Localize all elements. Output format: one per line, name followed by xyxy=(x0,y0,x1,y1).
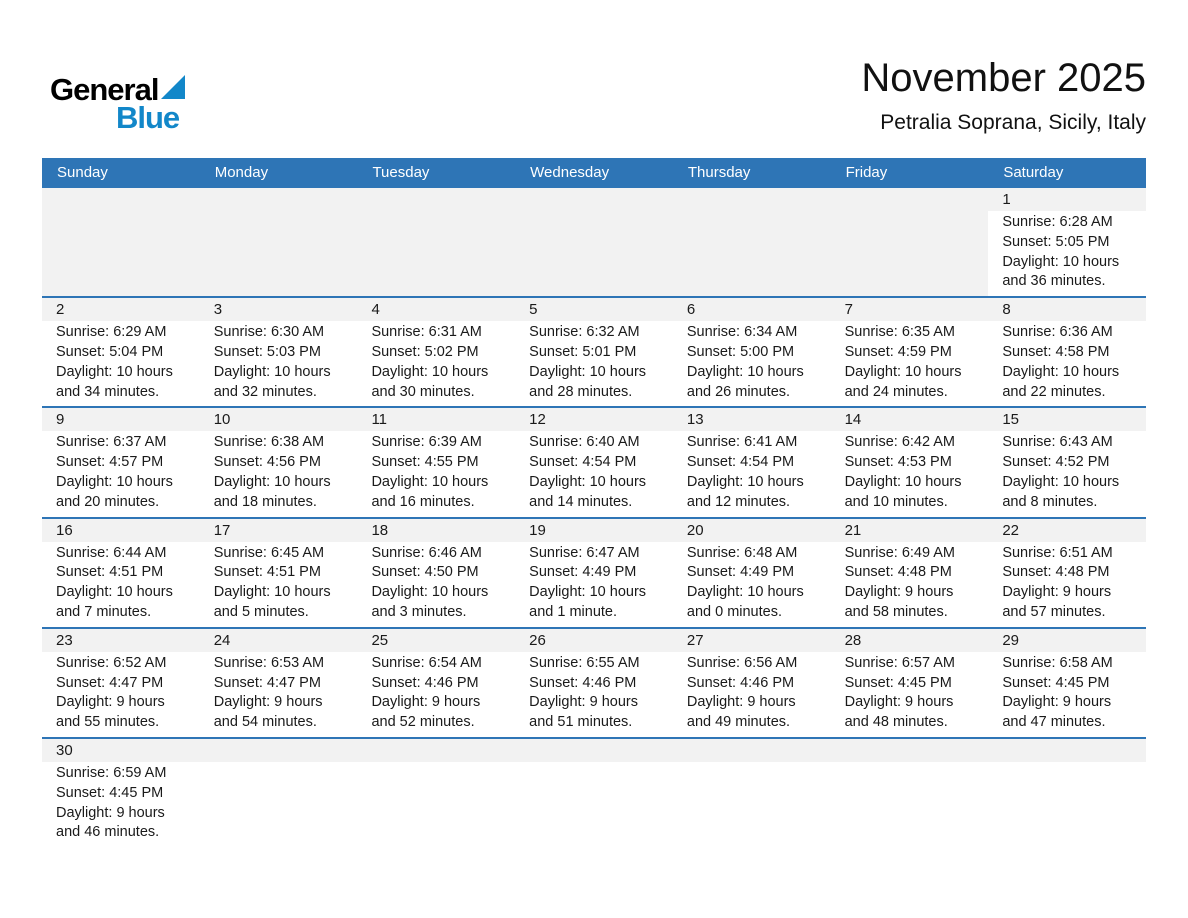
day-number: 19 xyxy=(515,519,673,542)
daylight-minutes-text: and 18 minutes. xyxy=(213,493,317,510)
sunrise-text: Sunrise: 6:37 AM xyxy=(56,434,167,451)
day-cell-body xyxy=(357,431,515,516)
sunrise-text: Sunrise: 6:32 AM xyxy=(529,324,640,341)
sunset-text: Sunset: 4:54 PM xyxy=(686,454,795,471)
day-cell-body xyxy=(42,762,200,861)
sunset-text: Sunset: 4:51 PM xyxy=(213,564,321,581)
daylight-hours-text: Daylight: 10 hours xyxy=(56,363,173,380)
day-number: 15 xyxy=(988,408,1146,431)
week-row-6 xyxy=(42,737,1146,861)
day-number: 16 xyxy=(42,519,200,542)
day-number: 11 xyxy=(357,408,515,431)
day-cell-body xyxy=(357,652,515,737)
sunset-text: Sunset: 4:49 PM xyxy=(529,564,637,581)
day-cell-body xyxy=(515,321,673,406)
daylight-hours-text: Daylight: 9 hours xyxy=(844,694,954,711)
empty-cell xyxy=(357,188,515,296)
day-number: 23 xyxy=(42,629,200,652)
sunset-text: Sunset: 4:47 PM xyxy=(56,674,164,691)
empty-number-strip xyxy=(357,188,515,211)
empty-cell-body xyxy=(673,211,831,296)
daylight-hours-text: Daylight: 10 hours xyxy=(1002,363,1120,380)
sunset-text: Sunset: 4:54 PM xyxy=(529,454,637,471)
blank-number-strip xyxy=(831,739,989,762)
weekday-header-thursday: Thursday xyxy=(687,164,751,181)
day-cell-9 xyxy=(42,408,200,516)
day-number: 3 xyxy=(200,298,358,321)
sunset-text: Sunset: 4:50 PM xyxy=(371,564,479,581)
daylight-minutes-text: and 28 minutes. xyxy=(529,383,633,400)
blank-number-strip xyxy=(357,739,515,762)
sunrise-text: Sunrise: 6:45 AM xyxy=(213,544,325,561)
day-cell-16 xyxy=(42,519,200,627)
daylight-minutes-text: and 1 minute. xyxy=(529,603,618,620)
day-cell-body xyxy=(200,321,358,406)
day-cell-body xyxy=(988,652,1146,737)
day-cell-body xyxy=(831,652,989,737)
empty-cell-body xyxy=(42,211,200,296)
sunset-text: Sunset: 5:05 PM xyxy=(1002,233,1110,250)
daylight-minutes-text: and 3 minutes. xyxy=(371,603,467,620)
day-number: 8 xyxy=(988,298,1146,321)
empty-number-strip xyxy=(515,188,673,211)
daylight-hours-text: Daylight: 10 hours xyxy=(371,473,489,490)
day-cell-26 xyxy=(515,629,673,737)
day-cell-body xyxy=(673,542,831,627)
daylight-hours-text: Daylight: 10 hours xyxy=(56,584,173,601)
sunrise-text: Sunrise: 6:34 AM xyxy=(686,324,798,341)
blank-cell-body xyxy=(831,762,989,861)
empty-cell-body xyxy=(515,211,673,296)
sunrise-text: Sunrise: 6:41 AM xyxy=(686,434,798,451)
sunrise-text: Sunrise: 6:28 AM xyxy=(1002,214,1113,230)
empty-cell xyxy=(515,188,673,296)
week-row-5 xyxy=(42,627,1146,737)
daylight-hours-text: Daylight: 10 hours xyxy=(844,363,962,380)
week-row-4 xyxy=(42,517,1146,627)
daylight-minutes-text: and 49 minutes. xyxy=(686,714,791,731)
day-cell-body xyxy=(673,321,831,406)
blank-number-strip xyxy=(988,739,1146,762)
daylight-hours-text: Daylight: 9 hours xyxy=(686,694,796,711)
daylight-hours-text: Daylight: 10 hours xyxy=(213,584,331,601)
day-cell-19 xyxy=(515,519,673,627)
daylight-hours-text: Daylight: 10 hours xyxy=(213,363,331,380)
day-cell-21 xyxy=(831,519,989,627)
sunrise-text: Sunrise: 6:52 AM xyxy=(56,654,167,671)
empty-number-strip xyxy=(673,188,831,211)
daylight-minutes-text: and 16 minutes. xyxy=(371,493,475,510)
day-number: 21 xyxy=(831,519,989,542)
daylight-hours-text: Daylight: 10 hours xyxy=(529,363,647,380)
day-cell-20 xyxy=(673,519,831,627)
daylight-minutes-text: and 22 minutes. xyxy=(1002,383,1106,400)
daylight-minutes-text: and 30 minutes. xyxy=(371,383,475,400)
daylight-minutes-text: and 24 minutes. xyxy=(844,383,948,400)
day-cell-body xyxy=(200,542,358,627)
empty-number-strip xyxy=(42,188,200,211)
day-cell-7 xyxy=(831,298,989,406)
day-cell-22 xyxy=(988,519,1146,627)
day-cell-body xyxy=(988,211,1146,296)
day-number: 6 xyxy=(673,298,831,321)
daylight-minutes-text: and 46 minutes. xyxy=(56,824,160,841)
daylight-hours-text: Daylight: 9 hours xyxy=(1002,584,1112,601)
day-cell-3 xyxy=(200,298,358,406)
day-number: 27 xyxy=(673,629,831,652)
blank-cell-body xyxy=(200,762,358,861)
day-number: 12 xyxy=(515,408,673,431)
sunrise-text: Sunrise: 6:30 AM xyxy=(213,324,325,341)
empty-cell-body xyxy=(357,211,515,296)
day-cell-body xyxy=(357,321,515,406)
daylight-hours-text: Daylight: 10 hours xyxy=(371,363,489,380)
daylight-hours-text: Daylight: 10 hours xyxy=(844,473,962,490)
day-number: 5 xyxy=(515,298,673,321)
daylight-minutes-text: and 36 minutes. xyxy=(1002,273,1106,290)
daylight-hours-text: Daylight: 9 hours xyxy=(56,694,165,711)
logo-blue-text: Blue xyxy=(116,100,180,135)
daylight-hours-text: Daylight: 10 hours xyxy=(529,473,647,490)
sunrise-text: Sunrise: 6:59 AM xyxy=(56,764,167,781)
empty-cell xyxy=(673,188,831,296)
day-cell-body xyxy=(831,431,989,516)
day-cell-body xyxy=(42,431,200,516)
page-subtitle: Petralia Soprana, Sicily, Italy xyxy=(880,111,1146,134)
blank-cell xyxy=(673,739,831,861)
sunrise-text: Sunrise: 6:46 AM xyxy=(371,544,482,561)
day-number: 22 xyxy=(988,519,1146,542)
day-number: 18 xyxy=(357,519,515,542)
weekday-header-sunday: Sunday xyxy=(57,164,108,181)
sunset-text: Sunset: 5:03 PM xyxy=(213,343,321,360)
day-number: 1 xyxy=(988,188,1146,211)
daylight-minutes-text: and 5 minutes. xyxy=(213,603,309,620)
day-cell-12 xyxy=(515,408,673,516)
sunrise-text: Sunrise: 6:42 AM xyxy=(844,434,956,451)
sunset-text: Sunset: 4:58 PM xyxy=(1002,343,1110,360)
calendar-weeks xyxy=(42,188,1146,861)
sunset-text: Sunset: 4:45 PM xyxy=(844,674,952,691)
weekday-header-friday: Friday xyxy=(845,164,888,181)
logo-general-text: General xyxy=(50,72,159,107)
day-cell-body xyxy=(515,431,673,516)
daylight-minutes-text: and 7 minutes. xyxy=(56,603,152,620)
day-cell-body xyxy=(988,542,1146,627)
day-cell-30 xyxy=(42,739,200,861)
daylight-minutes-text: and 12 minutes. xyxy=(686,493,791,510)
sunrise-text: Sunrise: 6:49 AM xyxy=(844,544,956,561)
daylight-minutes-text: and 51 minutes. xyxy=(529,714,633,731)
day-number: 28 xyxy=(831,629,989,652)
daylight-minutes-text: and 8 minutes. xyxy=(1002,493,1098,510)
weekday-header-saturday: Saturday xyxy=(1003,164,1064,181)
sunset-text: Sunset: 4:53 PM xyxy=(844,454,952,471)
day-cell-body xyxy=(988,431,1146,516)
day-cell-body xyxy=(515,652,673,737)
sunset-text: Sunset: 5:01 PM xyxy=(529,343,637,360)
blank-cell-body xyxy=(515,762,673,861)
day-number: 25 xyxy=(357,629,515,652)
week-row-1 xyxy=(42,188,1146,296)
day-number: 7 xyxy=(831,298,989,321)
day-cell-18 xyxy=(357,519,515,627)
day-cell-body xyxy=(42,321,200,406)
day-cell-29 xyxy=(988,629,1146,737)
day-cell-6 xyxy=(673,298,831,406)
day-number: 10 xyxy=(200,408,358,431)
daylight-minutes-text: and 57 minutes. xyxy=(1002,603,1106,620)
daylight-hours-text: Daylight: 10 hours xyxy=(371,584,489,601)
sunrise-text: Sunrise: 6:51 AM xyxy=(1002,544,1113,561)
weekday-header-monday: Monday xyxy=(214,164,269,181)
daylight-hours-text: Daylight: 9 hours xyxy=(371,694,481,711)
sunset-text: Sunset: 4:52 PM xyxy=(1002,454,1110,471)
day-number: 14 xyxy=(831,408,989,431)
blank-cell xyxy=(831,739,989,861)
sunset-text: Sunset: 4:47 PM xyxy=(213,674,321,691)
day-cell-body xyxy=(673,431,831,516)
sunset-text: Sunset: 4:48 PM xyxy=(844,564,952,581)
day-number: 9 xyxy=(42,408,200,431)
sunrise-text: Sunrise: 6:56 AM xyxy=(686,654,798,671)
sunrise-text: Sunrise: 6:58 AM xyxy=(1002,654,1113,671)
daylight-hours-text: Daylight: 10 hours xyxy=(686,584,804,601)
daylight-hours-text: Daylight: 10 hours xyxy=(1002,253,1120,270)
blank-cell-body xyxy=(988,762,1146,861)
daylight-minutes-text: and 48 minutes. xyxy=(844,714,948,731)
daylight-hours-text: Daylight: 9 hours xyxy=(213,694,323,711)
day-cell-23 xyxy=(42,629,200,737)
sunset-text: Sunset: 4:51 PM xyxy=(56,564,164,581)
day-number: 2 xyxy=(42,298,200,321)
sunset-text: Sunset: 4:45 PM xyxy=(1002,674,1110,691)
sunset-text: Sunset: 4:49 PM xyxy=(686,564,795,581)
daylight-hours-text: Daylight: 10 hours xyxy=(686,363,804,380)
sunset-text: Sunset: 4:46 PM xyxy=(371,674,479,691)
day-number: 17 xyxy=(200,519,358,542)
day-number: 20 xyxy=(673,519,831,542)
daylight-hours-text: Daylight: 9 hours xyxy=(529,694,638,711)
daylight-hours-text: Daylight: 10 hours xyxy=(1002,473,1120,490)
day-number: 4 xyxy=(357,298,515,321)
day-cell-body xyxy=(42,652,200,737)
empty-cell-body xyxy=(200,211,358,296)
daylight-minutes-text: and 54 minutes. xyxy=(213,714,317,731)
daylight-hours-text: Daylight: 9 hours xyxy=(56,804,165,821)
day-cell-4 xyxy=(357,298,515,406)
daylight-minutes-text: and 55 minutes. xyxy=(56,714,160,731)
day-cell-body xyxy=(200,652,358,737)
sunrise-text: Sunrise: 6:54 AM xyxy=(371,654,482,671)
sunset-text: Sunset: 4:48 PM xyxy=(1002,564,1110,581)
day-cell-body xyxy=(988,321,1146,406)
day-cell-13 xyxy=(673,408,831,516)
day-number: 30 xyxy=(42,739,200,762)
blank-cell xyxy=(200,739,358,861)
page-title: November 2025 xyxy=(861,56,1146,100)
day-cell-17 xyxy=(200,519,358,627)
sunrise-text: Sunrise: 6:47 AM xyxy=(529,544,640,561)
daylight-minutes-text: and 58 minutes. xyxy=(844,603,948,620)
daylight-minutes-text: and 47 minutes. xyxy=(1002,714,1106,731)
day-cell-14 xyxy=(831,408,989,516)
day-cell-body xyxy=(200,431,358,516)
calendar-table xyxy=(42,158,1146,861)
day-cell-1 xyxy=(988,188,1146,296)
sunset-text: Sunset: 4:46 PM xyxy=(686,674,795,691)
daylight-hours-text: Daylight: 10 hours xyxy=(529,584,647,601)
day-cell-27 xyxy=(673,629,831,737)
sunset-text: Sunset: 4:55 PM xyxy=(371,454,479,471)
day-cell-28 xyxy=(831,629,989,737)
daylight-minutes-text: and 14 minutes. xyxy=(529,493,633,510)
sunrise-text: Sunrise: 6:43 AM xyxy=(1002,434,1113,451)
daylight-minutes-text: and 32 minutes. xyxy=(213,383,317,400)
sunrise-text: Sunrise: 6:53 AM xyxy=(213,654,325,671)
sunrise-text: Sunrise: 6:38 AM xyxy=(213,434,325,451)
sunset-text: Sunset: 4:59 PM xyxy=(844,343,952,360)
day-number: 26 xyxy=(515,629,673,652)
day-cell-11 xyxy=(357,408,515,516)
sunrise-text: Sunrise: 6:35 AM xyxy=(844,324,956,341)
page-header xyxy=(0,0,1188,158)
blank-cell-body xyxy=(673,762,831,861)
weekday-header-tuesday: Tuesday xyxy=(372,164,430,181)
day-cell-body xyxy=(831,542,989,627)
daylight-minutes-text: and 20 minutes. xyxy=(56,493,160,510)
sunset-text: Sunset: 5:02 PM xyxy=(371,343,479,360)
daylight-minutes-text: and 52 minutes. xyxy=(371,714,475,731)
blank-cell xyxy=(988,739,1146,861)
sunset-text: Sunset: 4:56 PM xyxy=(213,454,321,471)
empty-cell-body xyxy=(831,211,989,296)
blank-number-strip xyxy=(673,739,831,762)
empty-cell xyxy=(42,188,200,296)
sunset-text: Sunset: 5:04 PM xyxy=(56,343,164,360)
empty-cell xyxy=(831,188,989,296)
day-cell-25 xyxy=(357,629,515,737)
daylight-minutes-text: and 0 minutes. xyxy=(686,603,782,620)
title-block xyxy=(861,56,1146,135)
weekday-header-row xyxy=(42,158,1146,188)
daylight-hours-text: Daylight: 10 hours xyxy=(686,473,804,490)
week-row-2 xyxy=(42,296,1146,406)
blank-cell-body xyxy=(357,762,515,861)
logo-triangle-icon xyxy=(161,75,185,99)
day-cell-10 xyxy=(200,408,358,516)
blank-cell xyxy=(357,739,515,861)
day-cell-8 xyxy=(988,298,1146,406)
day-number: 29 xyxy=(988,629,1146,652)
sunrise-text: Sunrise: 6:29 AM xyxy=(56,324,167,341)
weekday-header-wednesday: Wednesday xyxy=(530,164,610,181)
general-blue-logo xyxy=(50,74,185,133)
day-number: 13 xyxy=(673,408,831,431)
day-cell-body xyxy=(357,542,515,627)
sunrise-text: Sunrise: 6:40 AM xyxy=(529,434,640,451)
daylight-minutes-text: and 26 minutes. xyxy=(686,383,791,400)
daylight-hours-text: Daylight: 10 hours xyxy=(56,473,173,490)
day-cell-body xyxy=(673,652,831,737)
day-cell-2 xyxy=(42,298,200,406)
sunrise-text: Sunrise: 6:39 AM xyxy=(371,434,482,451)
day-cell-body xyxy=(42,542,200,627)
sunrise-text: Sunrise: 6:48 AM xyxy=(686,544,798,561)
day-cell-5 xyxy=(515,298,673,406)
blank-number-strip xyxy=(200,739,358,762)
sunset-text: Sunset: 4:57 PM xyxy=(56,454,164,471)
sunset-text: Sunset: 4:46 PM xyxy=(529,674,637,691)
sunrise-text: Sunrise: 6:57 AM xyxy=(844,654,956,671)
sunrise-text: Sunrise: 6:36 AM xyxy=(1002,324,1113,341)
empty-cell xyxy=(200,188,358,296)
daylight-minutes-text: and 34 minutes. xyxy=(56,383,160,400)
week-row-3 xyxy=(42,406,1146,516)
blank-number-strip xyxy=(515,739,673,762)
blank-cell xyxy=(515,739,673,861)
sunrise-text: Sunrise: 6:31 AM xyxy=(371,324,482,341)
sunrise-text: Sunrise: 6:44 AM xyxy=(56,544,167,561)
empty-number-strip xyxy=(200,188,358,211)
empty-number-strip xyxy=(831,188,989,211)
day-cell-24 xyxy=(200,629,358,737)
day-cell-body xyxy=(515,542,673,627)
daylight-hours-text: Daylight: 10 hours xyxy=(213,473,331,490)
daylight-hours-text: Daylight: 9 hours xyxy=(1002,694,1112,711)
day-number: 24 xyxy=(200,629,358,652)
sunset-text: Sunset: 5:00 PM xyxy=(686,343,795,360)
daylight-minutes-text: and 10 minutes. xyxy=(844,493,948,510)
sunrise-text: Sunrise: 6:55 AM xyxy=(529,654,640,671)
day-cell-15 xyxy=(988,408,1146,516)
sunset-text: Sunset: 4:45 PM xyxy=(56,784,164,801)
daylight-hours-text: Daylight: 9 hours xyxy=(844,584,954,601)
day-cell-body xyxy=(831,321,989,406)
